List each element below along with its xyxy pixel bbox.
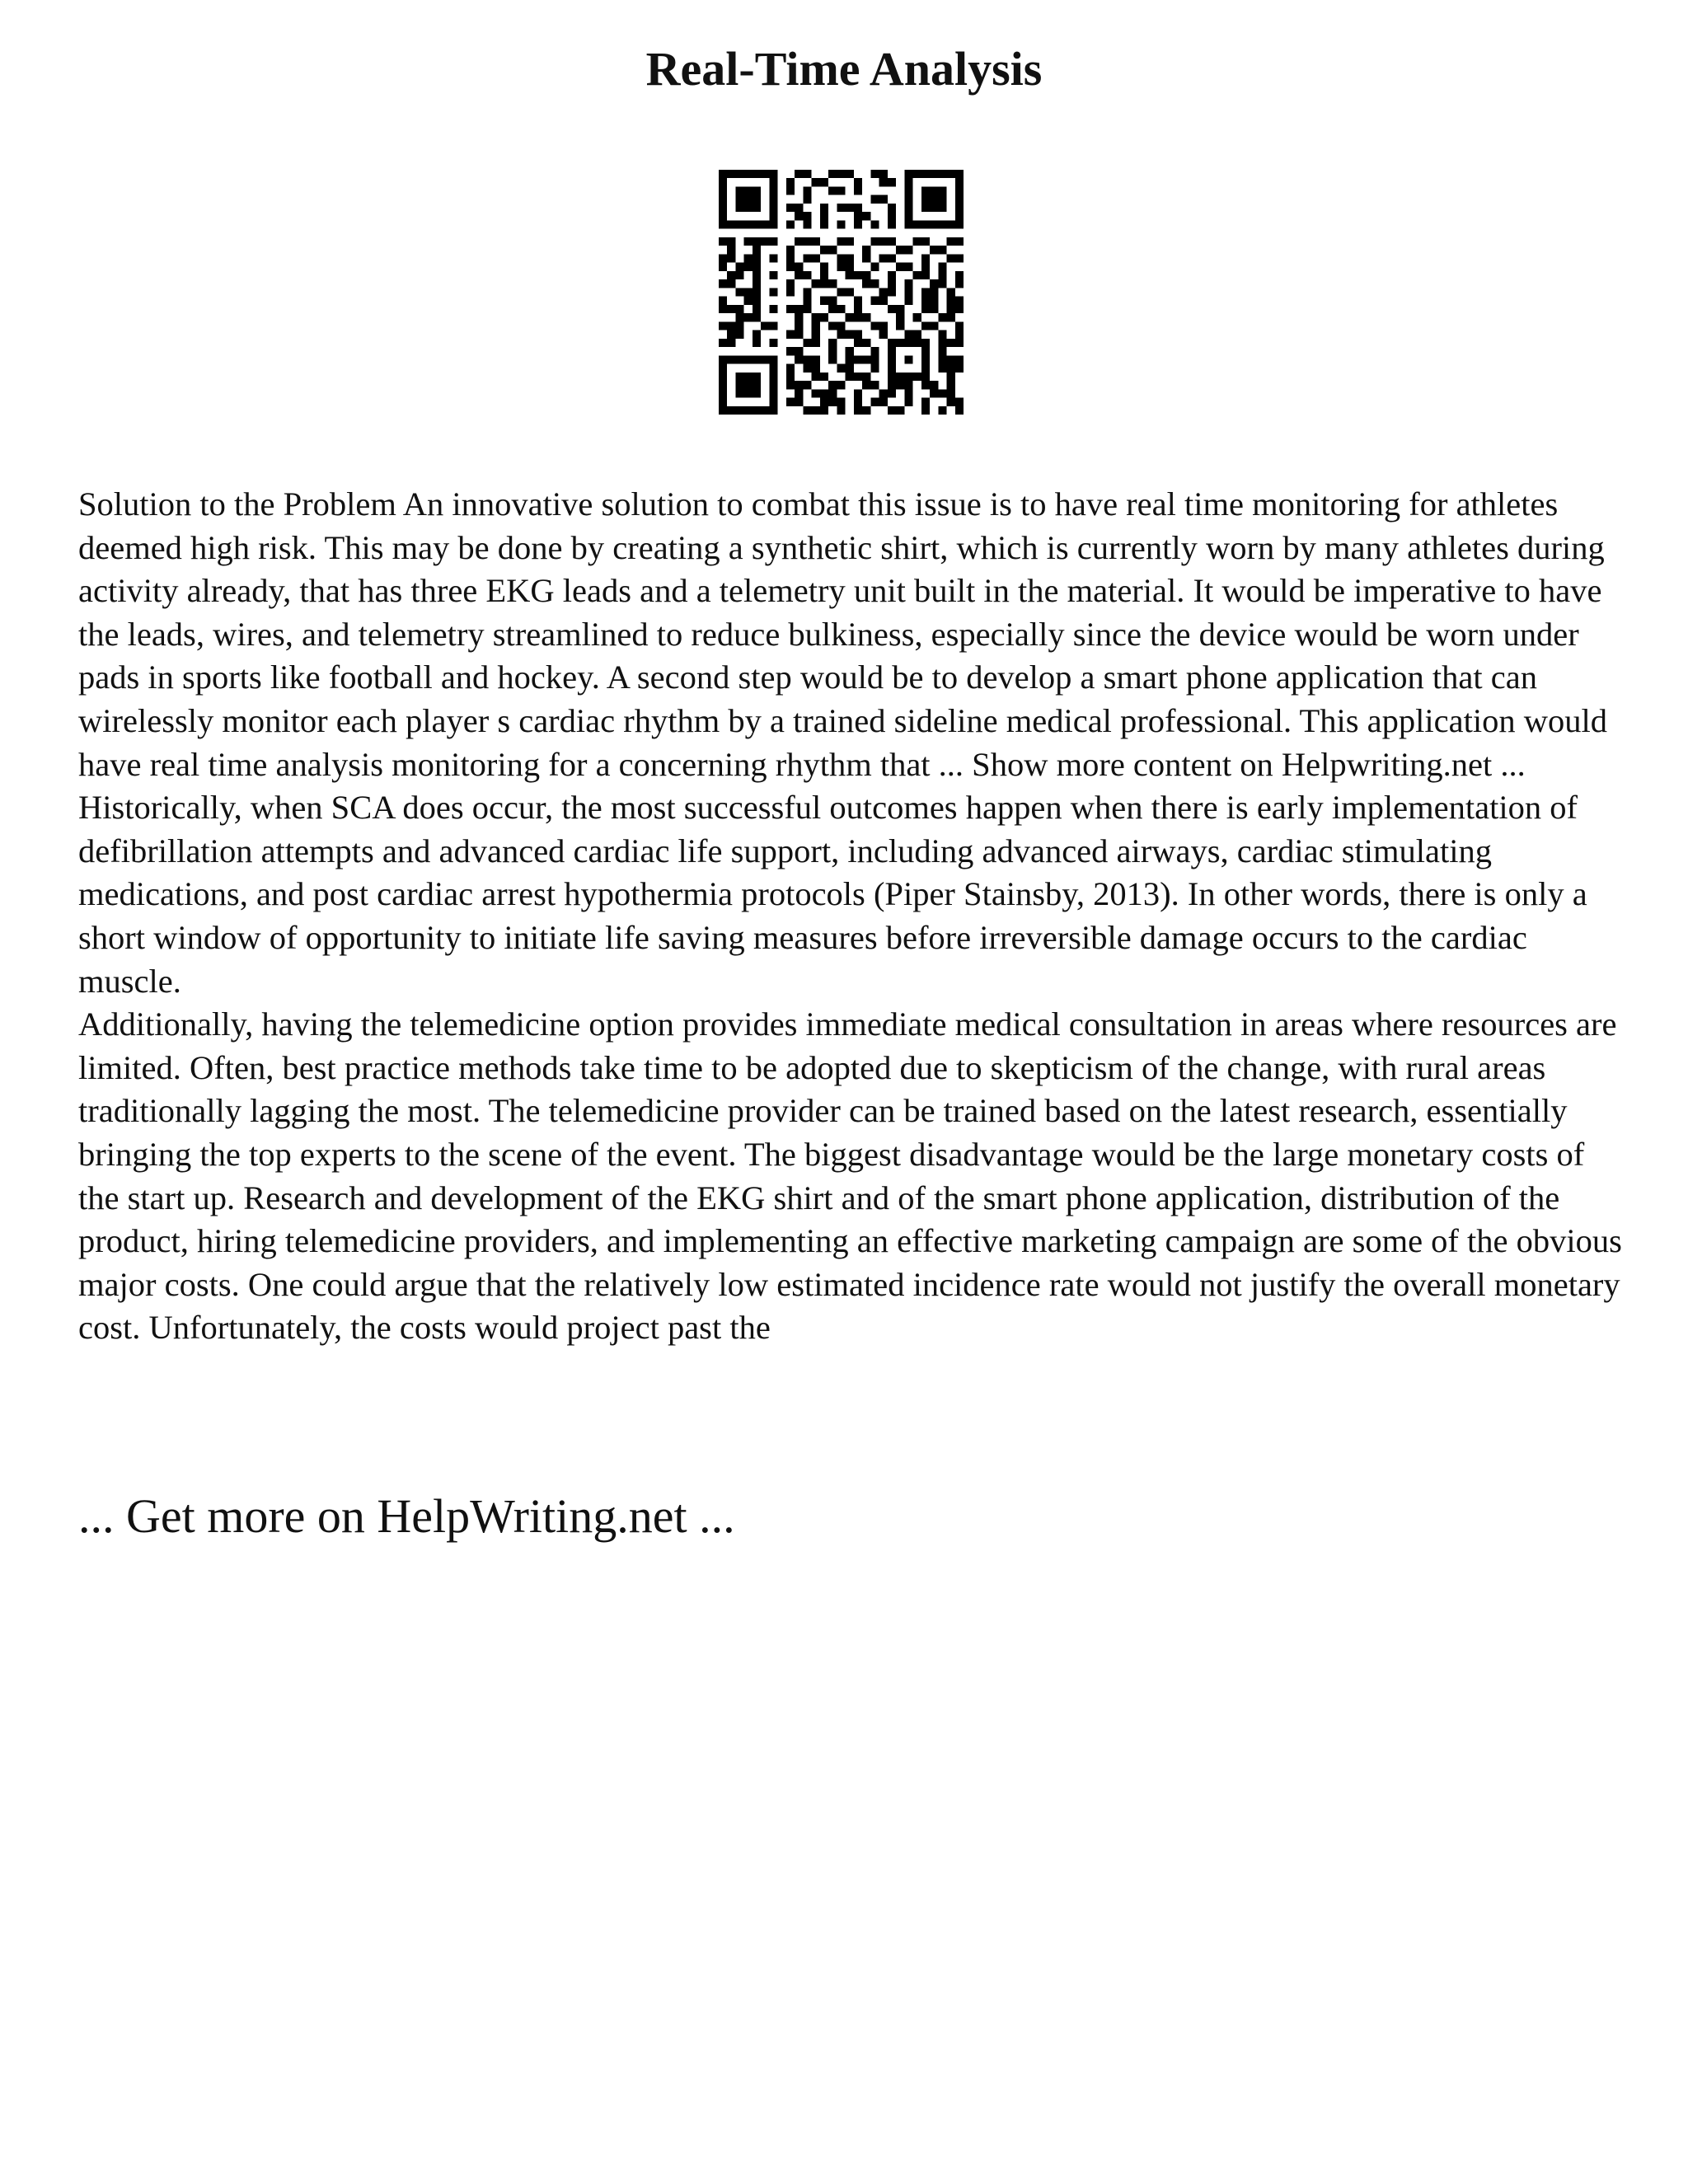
qr-code-icon — [719, 170, 964, 415]
paragraph: Solution to the Problem An innovative solution to combat this issue is to have real time monitoring for athletes deemed high risk. This may be done by creating a synthetic shirt, which is currently worn by many athletes during activity already, that has three EKG leads and a telemetry unit built in the material. It would be imperative to have the leads, wires, and telemetry streamlined to reduce bulkiness, especially since the device would be worn under pads in sports like football and hockey. A second step would be to develop a smart phone application that can wirelessly monitor each player s cardiac rhythm by a trained sideline medical professional. This application would have real time analysis monitoring for a concerning rhythm that ... Show more content on Helpwriting.net ... Historically, when SCA does occur, the most successful outcomes happen when there is early implementation of defibrillation attempts and advanced cardiac life support, including advanced airways, cardiac stimulating medications, and post cardiac arrest hypothermia protocols (Piper Stainsby, 2013). In other words, there is only a short window of opportunity to initiate life saving measures before irreversible damage occurs to the cardiac muscle. — [78, 485, 1607, 1000]
paragraph: Additionally, having the telemedicine option provides immediate medical consultation in areas where resources are limited. Often, best practice methods take time to be adopted due to skepticism of the change, with rural areas traditionally lagging the most. The telemedicine provider can be trained based on the latest research, essentially bringing the top experts to the scene of the event. The biggest disadvantage would be the large monetary costs of the start up. Research and development of the EKG shirt and of the smart phone application, distribution of the product, hiring telemedicine providers, and implementing an effective marketing campaign are some of the obvious major costs. One could argue that the relatively low estimated incidence rate would not justify the overall monetary cost. Unfortunately, the costs would project past the — [78, 1005, 1622, 1347]
get-more-link[interactable]: ... Get more on HelpWriting.net ... — [78, 1489, 735, 1543]
article-body — [78, 483, 1624, 1350]
page-title: Real-Time Analysis — [645, 42, 1043, 96]
